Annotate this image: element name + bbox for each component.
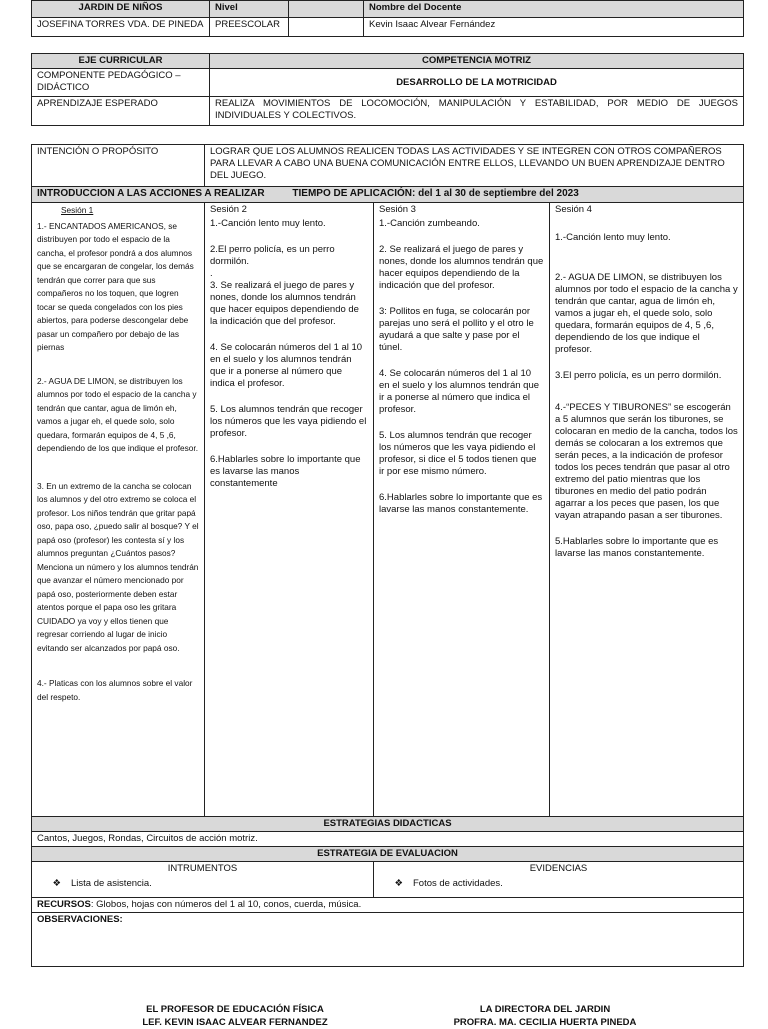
session-2-item: 2.El perro policía, es un perro dormilón. . <box>210 244 335 279</box>
signature-left-title: EL PROFESOR DE EDUCACIÓN FÍSICA <box>146 1004 324 1015</box>
level-value: PREESCOLAR <box>210 18 289 37</box>
header-table <box>31 0 744 37</box>
signature-right-title: LA DIRECTORA DEL JARDIN <box>479 1004 611 1015</box>
session-2-item: 3. Se realizará el juego de pares y nones, donde los alumnos tendrán que hacer equipos dependiendo de la indicación que del profesor. <box>210 280 359 327</box>
intro-row <box>32 187 744 203</box>
session-4-item: 5.Hablarles sobre lo importante que es lavarse las manos constantemente. <box>555 536 719 559</box>
recursos-label: RECURSOS <box>37 899 91 910</box>
school-label: JARDIN DE NIÑOS <box>32 1 210 18</box>
evidencias-item: Fotos de actividades. <box>413 878 503 889</box>
eje-label: EJE CURRICULAR <box>32 54 210 69</box>
session-3-cell <box>374 203 550 817</box>
session-3-item: 1.-Canción zumbeando. <box>379 218 480 229</box>
session-3-item: 5. Los alumnos tendrán que recoger los números que les vaya pidiendo el profesor, si dice el 5 todos tienen que ir por ese mismo número. <box>379 430 537 477</box>
empty-value-cell <box>289 18 364 37</box>
componente-label: COMPONENTE PEDAGÓGICO – DIDÁCTICO <box>32 69 210 97</box>
session-3-title: Sesión 3 <box>379 204 416 215</box>
intencion-label: INTENCIÓN O PROPÓSITO <box>32 145 205 187</box>
signature-right-name: PROFRA. MA. CECILIA HUERTA PINEDA <box>453 1017 637 1028</box>
signature-right <box>430 1003 660 1029</box>
estrategias-value: Cantos, Juegos, Rondas, Circuitos de acción motriz. <box>32 832 744 847</box>
evaluacion-label: ESTRATEGIA DE EVALUACION <box>32 847 744 862</box>
recursos-row <box>32 898 744 913</box>
teacher-name: Kevin Isaac Alvear Fernández <box>364 18 744 37</box>
session-2-title: Sesión 2 <box>210 204 247 215</box>
session-2-item: 1.-Canción lento muy lento. <box>210 218 326 229</box>
session-1-item: 3. En un extremo de la cancha se colocan los alumnos y del otro extremo se coloca el profesor. Los niños tendrán que gritar papá oso, papa oso, ¿puedo salir al bosque? Y el papá oso (profesor) les contesta sí y los alumnos preguntan ¿Cuántos pasos? Menciona un número y los alumnos tendrán que avanzar el número mencionado por papá oso, posteriormente deben estar atentos porque el papa oso les gritara CUIDADO ya voy y ellos tienen que regresar corriendo al lugar de inicio evitando ser alcanzados por papá oso. <box>37 480 199 653</box>
signature-left <box>120 1003 350 1029</box>
instrumentos-item: Lista de asistencia. <box>71 878 152 889</box>
evidencias-label: EVIDENCIAS <box>529 863 588 874</box>
evidencias-cell <box>374 862 744 898</box>
observaciones-label: OBSERVACIONES: <box>32 913 744 967</box>
session-4-item: 4.-“PECES Y TIBURONES” se escogerán a 5 alumnos que serán los tiburones, se colocaran en medio de la cancha, todos los demás se colocaran a los extremos que serán peces, a la indicación de profesor todos los peces tendrán que pasar al otro extremo del patio mientras que los tiburones en medio del patio podrán agarrar a los peces que pasen, los que vayan atrapando pasan a ser tiburones. <box>555 402 738 521</box>
level-label: Nivel <box>210 1 289 18</box>
session-4-cell <box>550 203 744 817</box>
signature-left-name: LEF. KEVIN ISAAC ALVEAR FERNANDEZ <box>142 1017 328 1028</box>
aprendizaje-value: REALIZA MOVIMIENTOS DE LOCOMOCIÓN, MANIPULACIÓN Y ESTABILIDAD, POR MEDIO DE JUEGOS INDIVIDUALES Y COLECTIVOS. <box>210 97 744 126</box>
session-3-item: 2. Se realizará el juego de pares y nones, donde los alumnos tendrán que hacer equipos dependiendo de la indicación que del profesor. <box>379 244 544 291</box>
session-1-cell <box>32 203 205 817</box>
intencion-value: LOGRAR QUE LOS ALUMNOS REALICEN TODAS LAS ACTIVIDADES Y SE INTEGREN CON OTROS COMPAÑEROS PARA LLEVAR A CABO UNA BUENA COMUNICACIÓN ENTRE ELLOS, LLEVANDO UN BUEN APRENDIZAJE DENTRO DEL JUEGO. <box>205 145 744 187</box>
plan-table <box>31 144 744 967</box>
estrategias-label: ESTRATEGIAS DIDACTICAS <box>32 817 744 832</box>
session-3-item: 4. Se colocarán números del 1 al 10 en el suelo y los alumnos tendrán que ir a ponerse al número que indica el profesor. <box>379 368 540 415</box>
evidencias-list-item <box>379 878 738 890</box>
session-1-item: 4.- Platicas con los alumnos sobre el valor del respeto. <box>37 678 193 702</box>
teacher-label: Nombre del Docente <box>364 1 744 18</box>
instrumentos-label: INTRUMENTOS <box>167 863 238 874</box>
eje-value: COMPETENCIA MOTRIZ <box>210 54 744 69</box>
school-name: JOSEFINA TORRES VDA. DE PINEDA <box>32 18 210 37</box>
curricular-table <box>31 53 744 126</box>
session-1-item: 2.- AGUA DE LIMON, se distribuyen los alumnos por todo el espacio de la cancha y tendrán que cantar, agua de limón eh, vamos a jugar eh, el quede solo, solo quedara, formarán equipos de 4, 5 ,6, dependiendo de los que indique el profesor. <box>37 375 198 453</box>
session-4-item: 3.El perro policía, es un perro dormilón. <box>555 370 722 381</box>
session-2-cell <box>205 203 374 817</box>
tiempo-label: TIEMPO DE APLICACIÓN: del 1 al 30 de septiembre del 2023 <box>292 188 579 199</box>
instrumentos-cell <box>32 862 374 898</box>
intro-label: INTRODUCCION A LAS ACCIONES A REALIZAR <box>37 188 265 199</box>
instrumentos-list-item <box>37 878 368 890</box>
session-4-item: 1.-Canción lento muy lento. <box>555 232 671 243</box>
recursos-value: : Globos, hojas con números del 1 al 10, conos, cuerda, música. <box>90 899 362 910</box>
session-2-item: 6.Hablarles sobre lo importante que es lavarse las manos constantemente <box>210 454 361 489</box>
session-2-item: 5. Los alumnos tendrán que recoger los números que les vaya pidiendo el profesor. <box>210 404 367 439</box>
session-4-title: Sesión 4 <box>555 204 592 215</box>
session-1-title: Sesión 1 <box>61 205 94 215</box>
session-4-item: 2.- AGUA DE LIMON, se distribuyen los alumnos por todo el espacio de la cancha y tendrán que cantar, agua de limón eh, vamos a jugar eh, el quede solo, solo quedara, formarán equipos de 4, 5 ,6, dependiendo de los que indique el profesor. <box>555 272 738 355</box>
session-3-item: 3: Pollitos en fuga, se colocarán por parejas uno será el pollito y el otro le ayudará a que salte y pase por el túnel. <box>379 306 534 353</box>
session-3-item: 6.Hablarles sobre lo importante que es lavarse las manos constantemente. <box>379 492 543 515</box>
aprendizaje-label: APRENDIZAJE ESPERADO <box>32 97 210 126</box>
diamond-bullet-icon: ❖ <box>52 878 61 889</box>
session-1-item: 1.- ENCANTADOS AMERICANOS, se distribuyen por todo el espacio de la cancha, el profesor pondrá a dos alumnos que se encargaran de congelar, los demás tendrán que correr para que sus compañeros no los toquen, que logren tocar se queda congelados con los pies abiertos, para poderse descongelar debe pasar un compañero por debajo de las piernas <box>37 220 194 352</box>
session-2-item: 4. Se colocarán números del 1 al 10 en el suelo y los alumnos tendrán que ir a ponerse al número que indica el profesor. <box>210 342 363 389</box>
empty-header-cell <box>289 1 364 18</box>
componente-value: DESARROLLO DE LA MOTRICIDAD <box>210 69 744 97</box>
diamond-bullet-icon: ❖ <box>394 878 403 889</box>
